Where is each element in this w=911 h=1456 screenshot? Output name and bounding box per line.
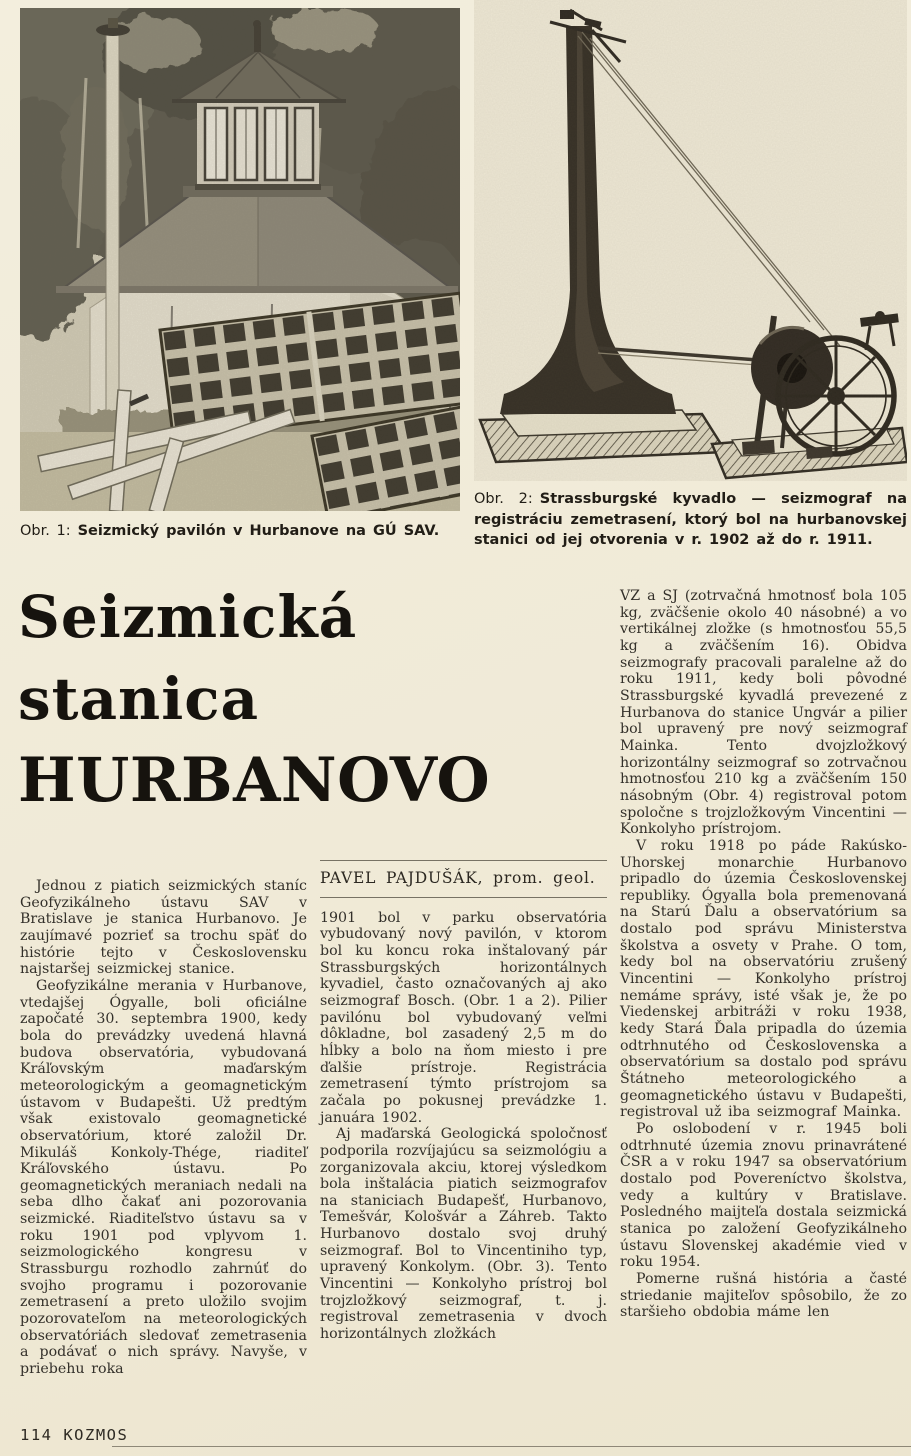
body-paragraph: Aj maďarská Geologická spoločnosť podporila rozvíjajúcu sa seizmológiu a zorganizovala akciu, ktorej výsledkom bola inštalácia piatich seizmografov na staniciach Budapešť, Hurbanovo, Temešvár, Kološvár a Záhreb. Takto Hurbanovo dostalo svoj druhý seizmograf. Bol to Vincentiniho typ, upravený Konkolym. (Obr. 3). Tento Vincentini — Konkolyho prístroj bol trojzložkový seizmograf, t. j. registroval zemetrasenia v dvoch horizontálnych zložkách [320, 1126, 607, 1343]
body-paragraph: 1901 bol v parku observatória vybudovaný nový pavilón, v ktorom bol ku koncu roka inštalovaný pár Strassburgských horizontálnych kyvadiel, často označovaných aj ako seizmograf Bosch. (Obr. 1 a 2). Pilier pavilónu bol vybudovaný veľmi dôkladne, bol zasadený 2,5 m do hĺbky a bolo na ňom miesto i pre ďalšie prístroje. Registrácia zemetrasení týmto prístrojom sa začala po pokusnej prevádzke 1. januára 1902. [320, 909, 607, 1126]
figure-1-caption-text: Seizmický pavilón v Hurbanove na GÚ SAV. [77, 523, 440, 539]
author-name: PAVEL PAJDUŠÁK, prom. geol. [320, 869, 596, 887]
body-paragraph: V roku 1918 po páde Rakúsko-Uhorskej monarchie Hurbanovo pripadlo do územia Československej republiky. Ógyalla bola premenovaná na Starú Ďalu a observatórium sa dostalo pod správu Ministerstva školstva a osvety v Prahe. O tom, kedy bol na observatóriu zrušený Vincentini — Konkolyho prístroj nemáme správy, isté však je, že po Viedenskej arbitráži v roku 1938, kedy Stará Ďala pripadla do územia odtrhnutého od Československa a observatórium sa dostalo pod správu Štátneho meteorologického a geomagnetického ústavu v Budapešti, registroval už iba seizmograf Mainka. [620, 837, 907, 1121]
article-title-line2: stanica [18, 665, 260, 733]
footer-rule [112, 1446, 911, 1447]
body-paragraph: Pomerne rušná história a časté striedanie majiteľov spôsobilo, že zo staršieho obdobia máme len [620, 1270, 907, 1321]
figure-2-caption [474, 489, 907, 551]
article-title [18, 576, 491, 822]
author-block [320, 860, 607, 898]
figure-1-label: Obr. 1: [20, 523, 71, 539]
author-rule-bottom [320, 897, 607, 898]
text-column-2 [320, 860, 607, 1343]
article-title-line3: HURBANOVO [18, 745, 491, 816]
figure-2 [474, 0, 907, 551]
figure-1-caption [20, 521, 460, 542]
page-footer: 114 KOZMOS [20, 1426, 129, 1444]
body-paragraph: Jednou z piatich seizmických staníc Geofyzikálneho ústavu SAV v Bratislave je stanica Hurbanovo. Je zaujímavé pozrieť sa trochu späť do histórie tejto v Československu najstaršej seizmickej stanice. [20, 878, 307, 978]
figure-2-caption-text: Strassburgské kyvadlo — seizmograf na registráciu zemetrasení, ktorý bol na hurbanovskej stanici od jej otvorenia v r. 1902 až do r. 1911. [474, 491, 907, 548]
seismograph-photo [474, 0, 907, 481]
body-paragraph: Geofyzikálne merania v Hurbanove, vtedajšej Ógyalle, boli oficiálne započaté 30. septembra 1900, kedy bola do prevádzky uvedená hlavná budova observatória, vybudovaná Kráľovským maďarským meteorologickým a geomagnetickým ústavom v Budapešti. Už predtým však existovalo geomagnetické observatórium, ktoré založil Dr. Mikuláš Konkoly-Thége, riaditeľ Kráľovského ústavu. Po geomagnetických meraniach nedali na seba dlho čakať ani pozorovania seizmické. Riaditeľstvo ústavu sa v roku 1901 pod vplyvom 1. seizmologického kongresu v Strassburgu rozhodlo zahrnúť do svojho programu i pozorovanie zemetrasení a preto uložilo svojim pozorovateľom na meteorologických observatóriách sledovať zemetrasenia a podávať o nich správy. Navyše, v priebehu roka [20, 977, 307, 1378]
text-column-1 [20, 878, 307, 1378]
figure-2-label: Obr. 2: [474, 491, 533, 507]
pavilion-photo [20, 8, 460, 511]
author-rule-top [320, 860, 607, 861]
figure-1 [20, 8, 460, 542]
body-paragraph: Po oslobodení v r. 1945 boli odtrhnuté územia znovu prinavrátené ČSR a v roku 1947 sa observatórium dostalo pod Povereníctvo školstva, vedy a kultúry v Bratislave. Posledného maijteľa dostala seizmická stanica po založení Geofyzikálneho ústavu Slovenskej akadémie vied v roku 1954. [620, 1121, 907, 1271]
body-paragraph: VZ a SJ (zotrvačná hmotnosť bola 105 kg, zväčšenie okolo 40 násobné) a vo vertikálnej zložke (s hmotnosťou 55,5 kg a zväčšením 16). Obidva seizmografy pracovali paralelne až do roku 1911, kedy boli pôvodné Strassburgské kyvadlá prevezené z Hurbanova do stanice Ungvár a pilier bol upravený pre nový seizmograf Mainka. Tento dvojzložkový horizontálny seizmograf so zotrvačnou hmotnosťou 210 kg a zväčšením 150 násobným (Obr. 4) registroval potom spoločne s trojzložkovým Vincentini — Konkolyho prístrojom. [620, 588, 907, 838]
article-title-line1: Seizmická [18, 583, 358, 651]
text-column-3 [620, 588, 907, 1321]
